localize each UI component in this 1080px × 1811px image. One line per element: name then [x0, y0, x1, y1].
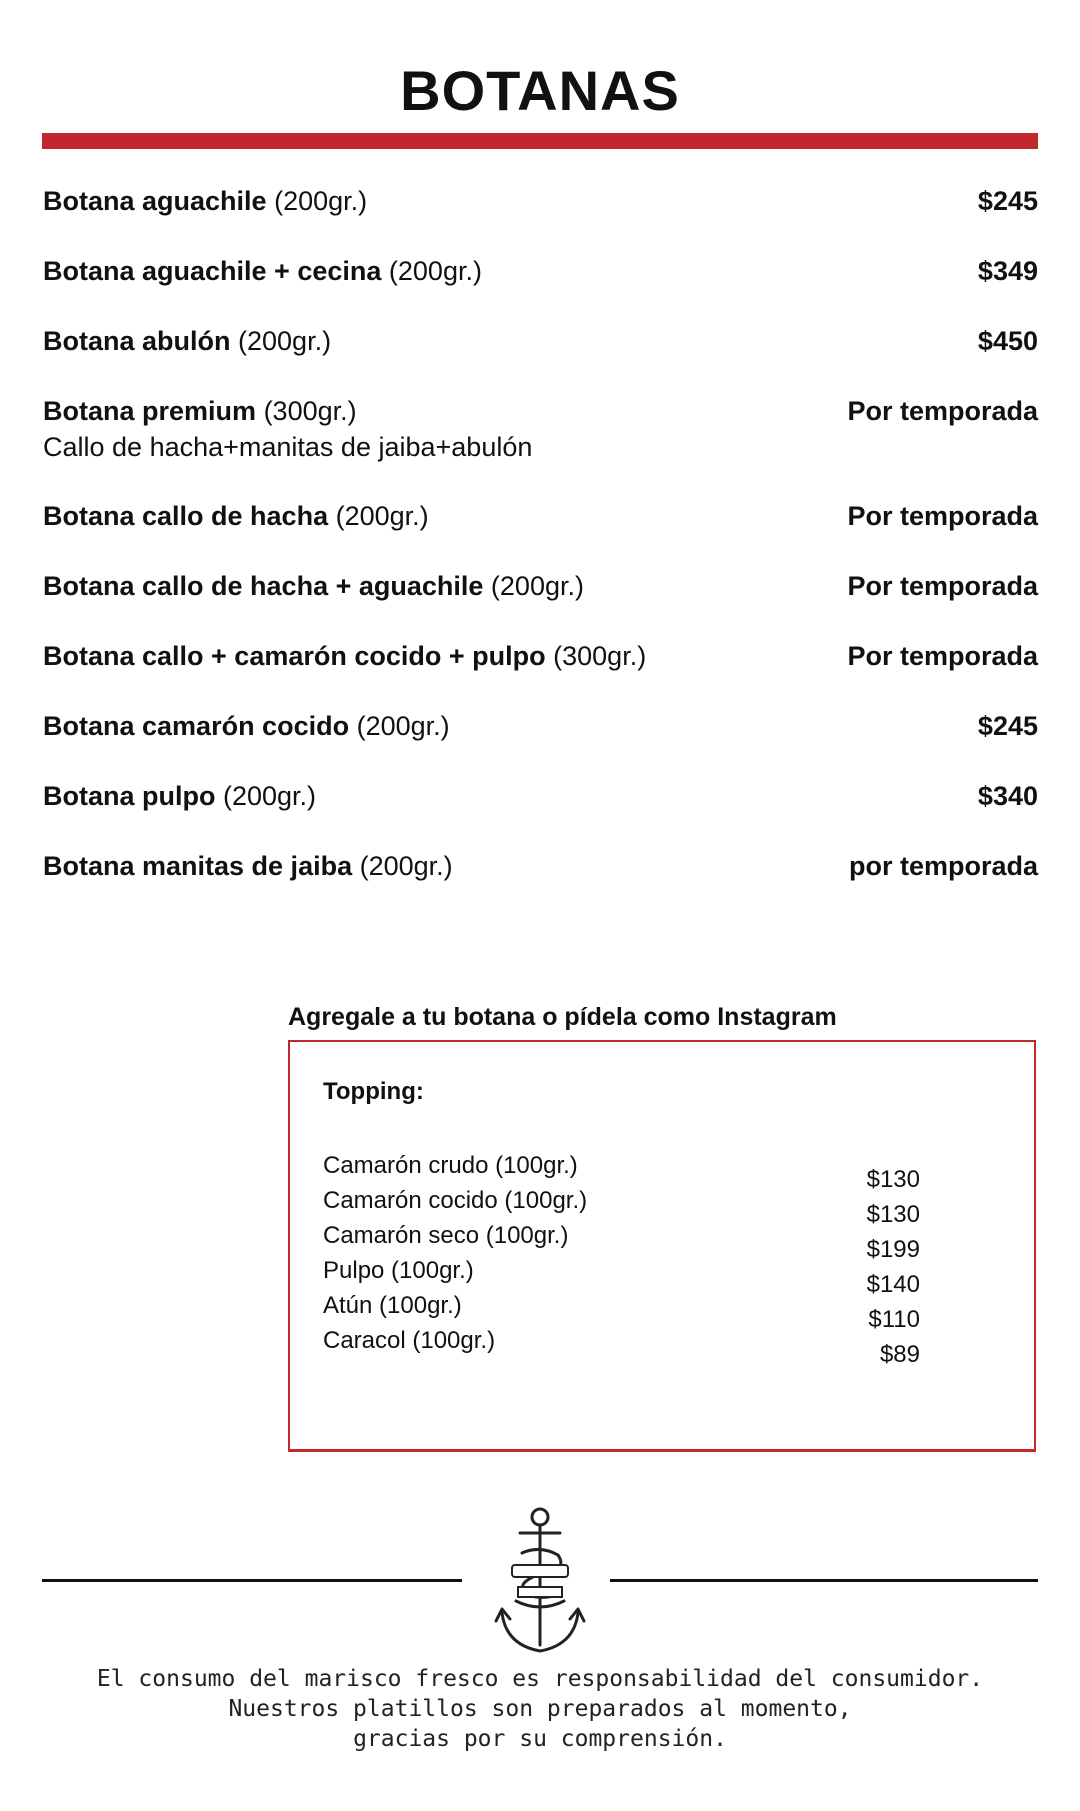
- anchor-icon: [492, 1505, 588, 1665]
- menu-item: [43, 638, 1038, 708]
- topping-price: $89: [879, 1341, 920, 1368]
- item-weight: (200gr.): [388, 256, 482, 286]
- item-description: Callo de hacha+manitas de jaiba+abulón: [43, 432, 533, 462]
- page-title: BOTANAS: [400, 59, 680, 122]
- item-name: Botana callo de hacha: [43, 501, 329, 531]
- topping-item: Camarón cocido (100gr.): [323, 1187, 588, 1214]
- item-weight: (200gr.): [359, 851, 453, 881]
- footer-line: gracias por su comprensión.: [353, 1726, 727, 1752]
- item-weight: (200gr.): [490, 571, 584, 601]
- topping-item: Caracol (100gr.): [323, 1327, 496, 1354]
- item-price: $340: [977, 781, 1038, 811]
- item-name: Botana abulón: [43, 326, 231, 356]
- item-weight: (200gr.): [335, 501, 429, 531]
- item-weight: (200gr.): [238, 326, 332, 356]
- topping-item: Pulpo (100gr.): [323, 1257, 474, 1284]
- topping-label: Topping:: [323, 1078, 424, 1105]
- menu-item: [43, 708, 1038, 778]
- menu-item: [43, 393, 1038, 498]
- menu-item: [43, 253, 1038, 323]
- item-name: Botana pulpo: [43, 781, 216, 811]
- item-price: por temporada: [848, 851, 1038, 881]
- topping-price: $130: [866, 1201, 920, 1228]
- item-weight: (200gr.): [274, 186, 368, 216]
- item-weight: (200gr.): [223, 781, 317, 811]
- item-weight: (200gr.): [356, 711, 450, 741]
- item-name: Botana camarón cocido: [43, 711, 350, 741]
- item-name: Botana aguachile + cecina: [43, 256, 382, 286]
- topping-list: [323, 1148, 587, 1358]
- item-name: Botana callo de hacha + aguachile: [43, 571, 484, 601]
- footer-line: El consumo del marisco fresco es responsabilidad del consumidor.: [96, 1666, 984, 1692]
- item-price: Por temporada: [847, 571, 1038, 601]
- item-name: Botana callo + camarón cocido + pulpo: [43, 641, 546, 671]
- footer-line: Nuestros platillos son preparados al momento,: [228, 1696, 852, 1722]
- item-name: Botana premium: [43, 396, 257, 426]
- title-divider: [42, 133, 1038, 149]
- footer-divider-right: [610, 1579, 1038, 1582]
- item-price: $245: [977, 186, 1038, 216]
- item-name: Botana aguachile: [43, 186, 267, 216]
- item-price: Por temporada: [847, 641, 1038, 671]
- topping-box: [288, 1040, 1036, 1452]
- topping-price: $110: [868, 1306, 920, 1333]
- topping-price: $140: [866, 1271, 920, 1298]
- topping-price: $130: [866, 1166, 920, 1193]
- topping-item: Camarón crudo (100gr.): [323, 1152, 578, 1179]
- menu-item: [43, 183, 1038, 253]
- menu-item: [43, 848, 1038, 918]
- item-price: Por temporada: [847, 396, 1038, 426]
- footer-disclaimer: [0, 1664, 1080, 1754]
- menu-item: [43, 778, 1038, 848]
- topping-price: $199: [866, 1236, 920, 1263]
- topping-price-list: [852, 1162, 920, 1372]
- footer-divider-left: [42, 1579, 462, 1582]
- topping-item: Camarón seco (100gr.): [323, 1222, 569, 1249]
- topping-item: Atún (100gr.): [323, 1292, 462, 1319]
- item-weight: (300gr.): [263, 396, 357, 426]
- item-name: Botana manitas de jaiba: [43, 851, 353, 881]
- item-price: $349: [977, 256, 1038, 286]
- menu-item: [43, 498, 1038, 568]
- item-price: $450: [977, 326, 1038, 356]
- item-price: $245: [977, 711, 1038, 741]
- menu-item: [43, 568, 1038, 638]
- item-price: Por temporada: [847, 501, 1038, 531]
- item-weight: (300gr.): [553, 641, 647, 671]
- menu-item-list: [43, 183, 1038, 918]
- menu-item: [43, 323, 1038, 393]
- topping-heading: Agregale a tu botana o pídela como Instagram: [288, 1003, 837, 1031]
